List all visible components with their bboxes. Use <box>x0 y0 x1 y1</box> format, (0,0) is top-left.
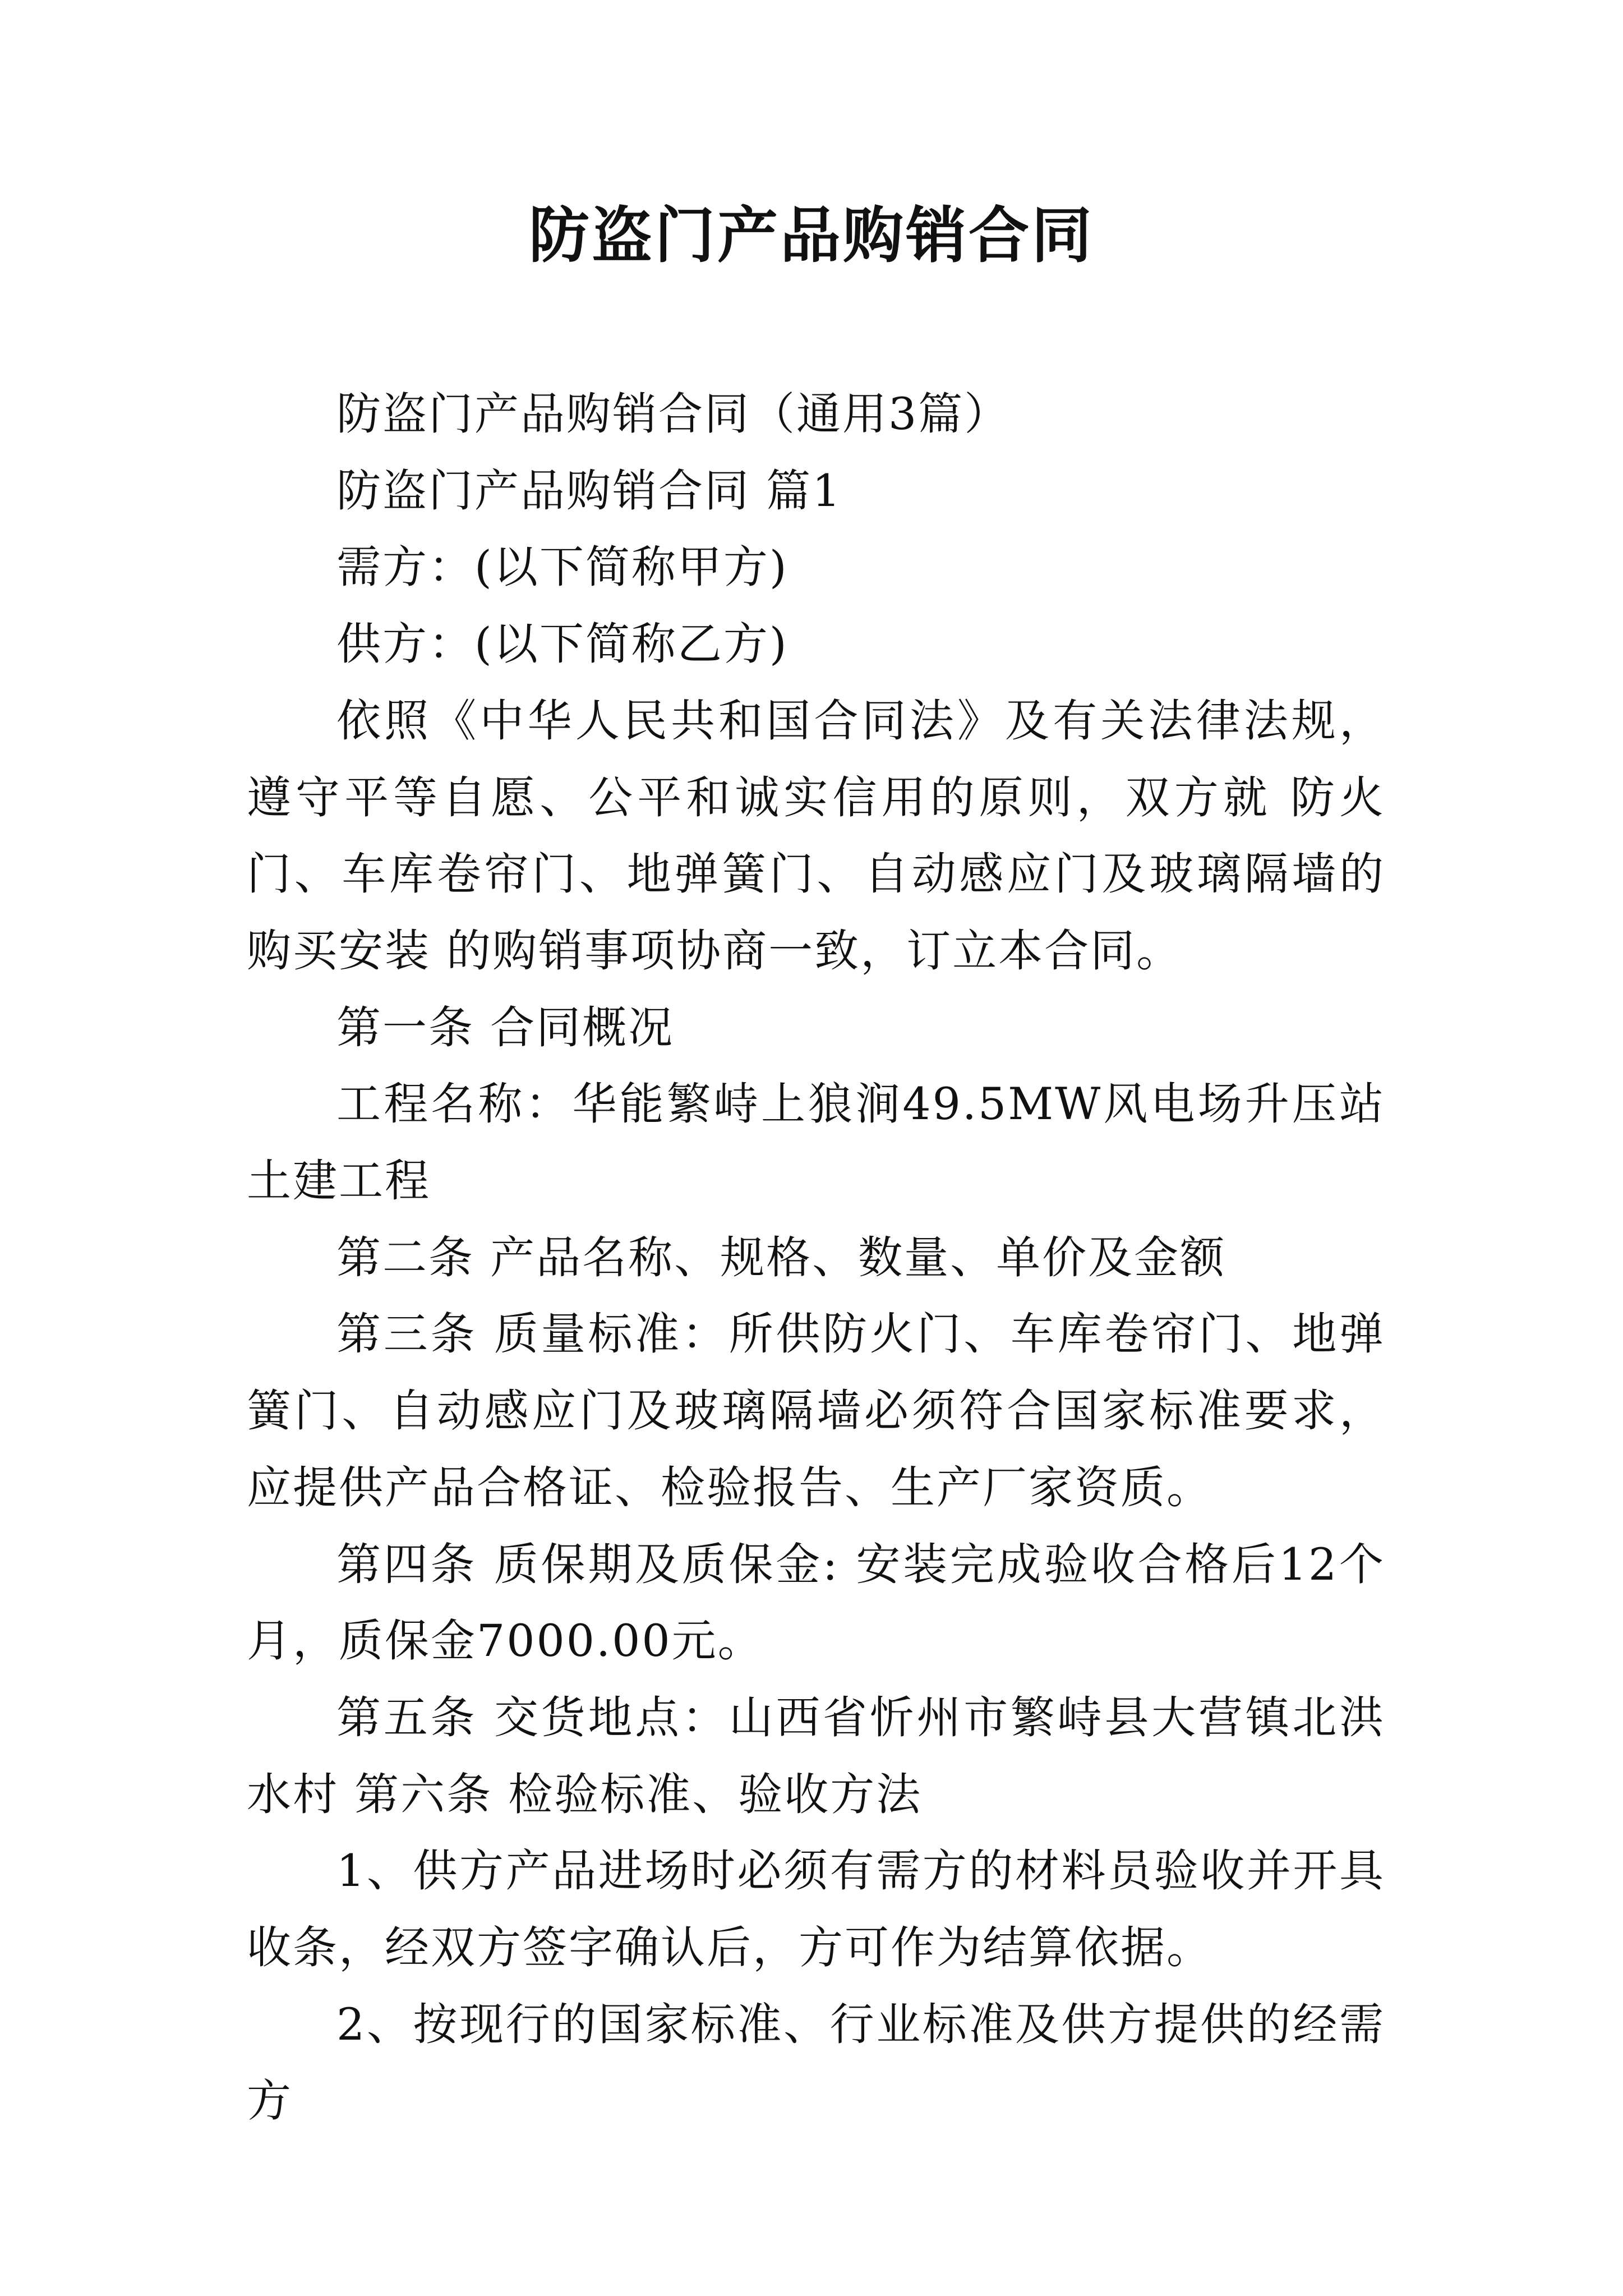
paragraph: 第三条 质量标准：所供防火门、车库卷帘门、地弹簧门、自动感应门及玻璃隔墙必须符合国家标准要求，应提供产品合格证、检验报告、生产厂家资质。 <box>247 1308 1385 1513</box>
paragraph: 防盗门产品购销合同（通用3篇） <box>336 388 1011 440</box>
paragraph: 第五条 交货地点：山西省忻州市繁峙县大营镇北洪水村 第六条 检验标准、验收方法 <box>247 1691 1385 1820</box>
paragraph: 依照《中华人民共和国合同法》及有关法律法规，遵守平等自愿、公平和诚实信用的原则，双方就 防火门、车库卷帘门、地弹簧门、自动感应门及玻璃隔墙的购买安装 的购销事项协商一致，订立本合同。 <box>247 694 1385 977</box>
paragraph: 需方：(以下简称甲方) <box>336 541 789 593</box>
paragraph: 防盗门产品购销合同 篇1 <box>336 464 842 517</box>
paragraph: 1、供方产品进场时必须有需方的材料员验收并开具收条，经双方签字确认后，方可作为结算依据。 <box>247 1845 1385 1974</box>
paragraph: 第一条 合同概况 <box>336 1001 675 1053</box>
document-body <box>247 376 1385 2139</box>
paragraph: 2、按现行的国家标准、行业标准及供方提供的经需方 <box>247 1998 1385 2127</box>
paragraph: 第二条 产品名称、规格、数量、单价及金额 <box>336 1231 1227 1283</box>
paragraph: 供方：(以下简称乙方) <box>336 618 789 670</box>
paragraph: 第四条 质保期及质保金: 安装完成验收合格后12个月，质保金7000.00元。 <box>247 1538 1385 1667</box>
document-title: 防盗门产品购销合同 <box>528 200 1094 271</box>
paragraph: 工程名称：华能繁峙上狼涧49.5MW风电场升压站土建工程 <box>247 1078 1385 1207</box>
